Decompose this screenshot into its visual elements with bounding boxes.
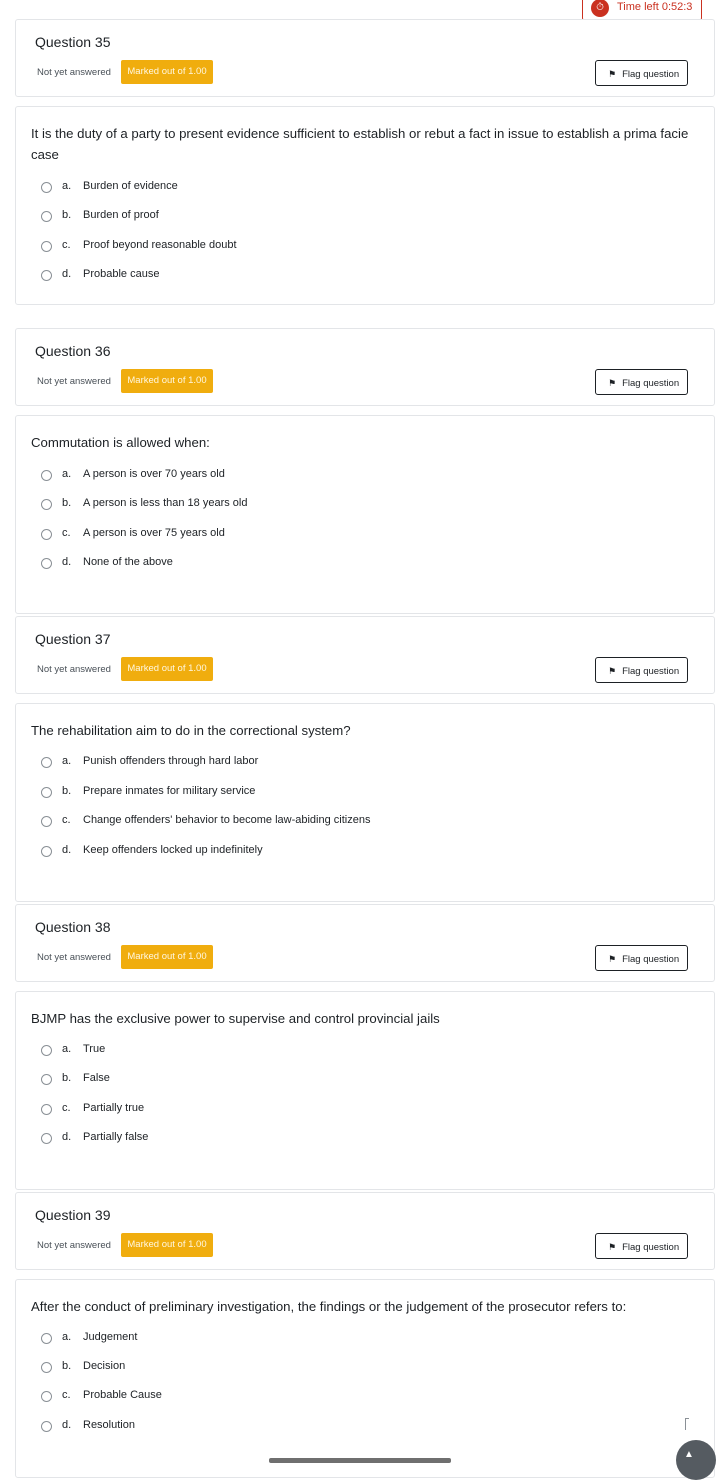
answer-letter: d. (62, 268, 72, 280)
flag-icon: ⚑ (608, 1242, 617, 1252)
radio-icon[interactable] (41, 182, 52, 193)
radio-icon[interactable] (41, 529, 52, 540)
answer-letter: d. (62, 1131, 72, 1143)
answer-text: Burden of evidence (83, 180, 178, 192)
radio-icon[interactable] (41, 757, 52, 768)
flag-question-button[interactable] (595, 657, 688, 683)
grade-badge: Marked out of 1.00 (121, 657, 213, 681)
scrollbar-thumb[interactable] (269, 1458, 451, 1463)
answer-text: None of the above (83, 556, 173, 568)
answer-letter: d. (62, 556, 72, 568)
answer-text: Proof beyond reasonable doubt (83, 239, 237, 251)
radio-icon[interactable] (41, 241, 52, 252)
answer-letter: b. (62, 1072, 72, 1084)
radio-icon[interactable] (41, 470, 52, 481)
flag-question-label: Flag question (622, 666, 680, 677)
answer-letter: c. (62, 814, 71, 826)
grade-badge: Marked out of 1.00 (121, 369, 213, 393)
scroll-to-top-button[interactable] (676, 1440, 716, 1480)
answer-text: A person is over 70 years old (83, 468, 225, 480)
answer-letter: c. (62, 1389, 71, 1401)
flag-question-button[interactable] (595, 369, 688, 395)
answer-letter: b. (62, 1360, 72, 1372)
flag-question-button[interactable] (595, 945, 688, 971)
answer-text: Judgement (83, 1331, 138, 1343)
grade-badge: Marked out of 1.00 (121, 945, 213, 969)
question-content-38 (15, 991, 715, 1190)
answer-text: Partially false (83, 1131, 149, 1143)
flag-question-label: Flag question (622, 1242, 680, 1253)
answer-text: Partially true (83, 1102, 145, 1114)
question-info-37 (15, 616, 715, 694)
question-state: Not yet answered (37, 1240, 111, 1251)
question-title: Question 37 (35, 631, 111, 647)
answer-letter: a. (62, 1331, 72, 1343)
question-title: Question 35 (35, 34, 111, 50)
answer-letter: b. (62, 497, 72, 509)
flag-icon: ⚑ (608, 69, 617, 79)
radio-icon[interactable] (41, 1421, 52, 1432)
question-info-35 (15, 19, 715, 97)
question-state: Not yet answered (37, 664, 111, 675)
radio-icon[interactable] (41, 1045, 52, 1056)
answer-text: False (83, 1072, 110, 1084)
radio-icon[interactable] (41, 1391, 52, 1402)
question-text: BJMP has the exclusive power to supervise and control provincial jails (31, 1011, 440, 1026)
grade-badge: Marked out of 1.00 (121, 60, 213, 84)
clock-icon: ⏱ (591, 0, 609, 17)
flag-question-label: Flag question (622, 69, 680, 80)
answer-text: Keep offenders locked up indefinitely (83, 844, 263, 856)
answer-letter: c. (62, 1102, 71, 1114)
question-info-38 (15, 904, 715, 982)
radio-icon[interactable] (41, 846, 52, 857)
flag-question-button[interactable] (595, 1233, 688, 1259)
radio-icon[interactable] (41, 270, 52, 281)
question-content-37 (15, 703, 715, 902)
answer-text: Burden of proof (83, 209, 159, 221)
question-title: Question 36 (35, 343, 111, 359)
flag-question-label: Flag question (622, 378, 680, 389)
flag-question-button[interactable] (595, 60, 688, 86)
answer-letter: b. (62, 209, 72, 221)
answer-text: Resolution (83, 1419, 135, 1431)
answer-letter: d. (62, 1419, 72, 1431)
answer-letter: d. (62, 844, 72, 856)
question-title: Question 38 (35, 919, 111, 935)
question-text: The rehabilitation aim to do in the correctional system? (31, 723, 351, 738)
arrow-up-icon: ▲ (684, 1449, 694, 1460)
answer-letter: b. (62, 785, 72, 797)
question-state: Not yet answered (37, 952, 111, 963)
question-content-36 (15, 415, 715, 614)
grade-badge: Marked out of 1.00 (121, 1233, 213, 1257)
answer-letter: a. (62, 180, 72, 192)
answer-letter: a. (62, 1043, 72, 1055)
question-text: It is the duty of a party to present evidence sufficient to establish or rebut a fact in issue to establish a prima facie case (31, 126, 689, 162)
answer-letter: c. (62, 527, 71, 539)
answer-text: Probable Cause (83, 1389, 162, 1401)
radio-icon[interactable] (41, 1133, 52, 1144)
answer-text: Prepare inmates for military service (83, 785, 256, 797)
question-text: Commutation is allowed when: (31, 435, 210, 450)
question-title: Question 39 (35, 1207, 111, 1223)
radio-icon[interactable] (41, 787, 52, 798)
time-left-label: Time left 0:52:3 (617, 1, 693, 13)
radio-icon[interactable] (41, 1362, 52, 1373)
radio-icon[interactable] (41, 1104, 52, 1115)
question-info-36 (15, 328, 715, 406)
radio-icon[interactable] (41, 816, 52, 827)
question-state: Not yet answered (37, 67, 111, 78)
flag-question-label: Flag question (622, 954, 680, 965)
answer-text: Decision (83, 1360, 126, 1372)
answer-text: Probable cause (83, 268, 160, 280)
answer-letter: a. (62, 755, 72, 767)
flag-icon: ⚑ (608, 378, 617, 388)
question-content-35 (15, 106, 715, 305)
radio-icon[interactable] (41, 558, 52, 569)
radio-icon[interactable] (41, 499, 52, 510)
question-state: Not yet answered (37, 376, 111, 387)
radio-icon[interactable] (41, 211, 52, 222)
answer-text: Punish offenders through hard labor (83, 755, 259, 767)
answer-text: A person is over 75 years old (83, 527, 225, 539)
answer-text: True (83, 1043, 106, 1055)
answer-text: A person is less than 18 years old (83, 497, 248, 509)
answer-letter: c. (62, 239, 71, 251)
answer-text: Change offenders' behavior to become law-abiding citizens (83, 814, 371, 826)
question-content-39 (15, 1279, 715, 1478)
radio-icon[interactable] (41, 1333, 52, 1344)
question-info-39 (15, 1192, 715, 1270)
resize-handle (685, 1418, 689, 1430)
answer-letter: a. (62, 468, 72, 480)
flag-icon: ⚑ (608, 666, 617, 676)
radio-icon[interactable] (41, 1074, 52, 1085)
flag-icon: ⚑ (608, 954, 617, 964)
question-text: After the conduct of preliminary investigation, the findings or the judgement of the prosecutor refers to: (31, 1299, 627, 1314)
